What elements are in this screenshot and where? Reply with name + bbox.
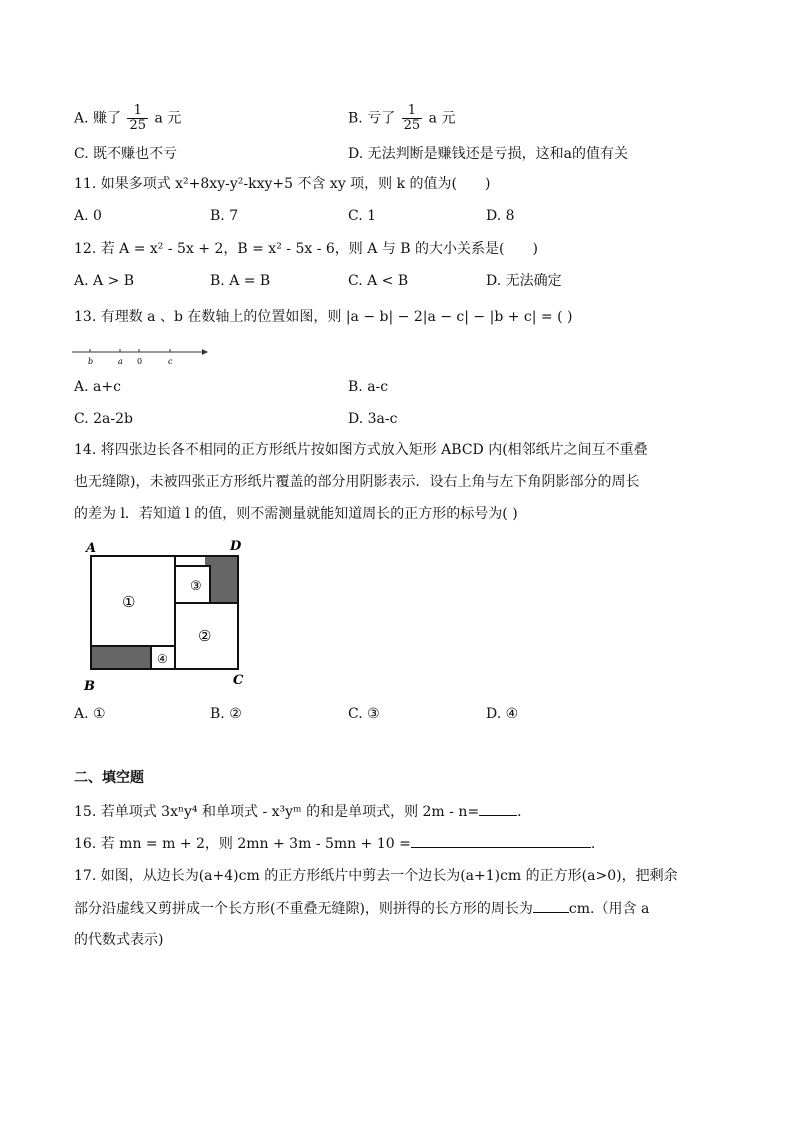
q15-stem: 15. 若单项式 3xⁿy⁴ 和单项式 - x³yᵐ 的和是单项式，则 2m - n= [74, 804, 480, 820]
axis-label-b: b [88, 357, 94, 366]
q13-option-c: C. 2a-2b [74, 411, 133, 427]
q17-line3: 的代数式表示) [74, 932, 164, 948]
q16-answer-blank[interactable] [411, 833, 591, 848]
q12-option-b: B. A = B [210, 273, 271, 289]
q17-line2-tail: cm.（用含 a [568, 901, 650, 917]
q11-option-b: B. 7 [210, 208, 239, 224]
q13-option-b: B. a-c [348, 379, 389, 395]
q10-b-numerator: 1 [402, 104, 423, 119]
q11-option-d: D. 8 [486, 208, 515, 224]
q10-option-b [348, 104, 455, 133]
q12-option-c: C. A < B [348, 273, 409, 289]
q10-option-a-prefix: A. 赚了 [74, 110, 122, 127]
axis-label-c: c [168, 357, 173, 366]
q12-stem: 12. 若 A = x² - 5x + 2，B = x² - 5x - 6，则 A 与 B 的大小关系是( ) [74, 241, 538, 257]
q13-option-a: A. a+c [74, 379, 121, 395]
square-4-label: ④ [157, 652, 168, 666]
q17-line2 [74, 898, 649, 919]
q14-option-c: C. ③ [348, 706, 380, 722]
q16-stem: 16. 若 mn = m + 2，则 2mn + 3m - 5mn + 10 = [74, 836, 411, 852]
square-2-label: ② [198, 627, 212, 645]
q14-line3: 的差为 l．若知道 l 的值，则不需测量就能知道周长的正方形的标号为( ) [74, 506, 518, 522]
q10-option-b-prefix: B. 亏了 [348, 110, 396, 127]
square-3-label: ③ [190, 579, 202, 594]
q13-stem: 13. 有理数 a 、b 在数轴上的位置如图，则 |a − b| − 2|a − c| − |b + c| = ( ) [74, 309, 573, 325]
q14-option-d: D. ④ [486, 706, 519, 722]
corner-d-label: D [230, 539, 242, 554]
q13-number-line [68, 342, 210, 368]
corner-c-label: C [233, 673, 244, 688]
q17-line1: 17. 如图，从边长为(a+4)cm 的正方形纸片中剪去一个边长为(a+1)cm 的正方形(a>0)，把剩余 [74, 868, 678, 884]
q11-option-a: A. 0 [74, 208, 102, 224]
q14-line1: 14. 将四张边长各不相同的正方形纸片按如图方式放入矩形 ABCD 内(相邻纸片之间互不重叠 [74, 442, 648, 458]
axis-label-a: a [118, 357, 123, 366]
q15-line: 15. 若单项式 3xⁿy⁴ 和单项式 - x³yᵐ 的和是单项式，则 2m - n= . [74, 801, 522, 822]
axis-label-zero: 0 [137, 357, 143, 366]
corner-a-label: A [86, 541, 97, 556]
q17-answer-blank[interactable] [533, 898, 569, 913]
square-1-label: ① [122, 593, 136, 611]
section-2-heading: 二、填空题 [74, 770, 144, 786]
q14-option-b: B. ② [210, 706, 242, 722]
q10-a-numerator: 1 [127, 104, 148, 119]
q10-b-denominator: 25 [403, 118, 421, 133]
q10-a-denominator: 25 [129, 118, 147, 133]
q12-option-d: D. 无法确定 [486, 273, 562, 289]
q10-option-b-suffix: a 元 [428, 110, 456, 127]
q12-option-a: A. A > B [74, 273, 135, 289]
number-line-arrow [202, 349, 208, 355]
q14-line2: 也无缝隙)，未被四张正方形纸片覆盖的部分用阴影表示．设右上角与左下角阴影部分的周长 [74, 474, 640, 490]
q11-option-c: C. 1 [348, 208, 377, 224]
q11-stem: 11. 如果多项式 x²+8xy-y²-kxy+5 不含 xy 项，则 k 的值为( ) [74, 176, 491, 192]
q14-option-a: A. ① [74, 706, 106, 722]
corner-b-label: B [84, 679, 95, 694]
q17-line2-text: 部分沿虚线又剪拼成一个长方形(不重叠无缝隙)，则拼得的长方形的周长为 [74, 901, 533, 917]
q15-answer-blank[interactable] [479, 801, 517, 816]
shade-bottom-left [91, 646, 151, 669]
q10-option-c: C. 既不赚也不亏 [74, 146, 178, 162]
q14-figure [80, 534, 252, 696]
q10-option-a [74, 104, 181, 133]
q16-line: 16. 若 mn = m + 2，则 2mn + 3m - 5mn + 10 = . [74, 833, 595, 854]
q13-option-d: D. 3a-c [348, 411, 398, 427]
q10-option-a-suffix: a 元 [154, 110, 182, 127]
q10-option-a-fraction [127, 104, 148, 133]
q10-option-d: D. 无法判断是赚钱还是亏损，这和a的值有关 [348, 146, 628, 162]
q10-option-b-fraction [402, 104, 423, 133]
